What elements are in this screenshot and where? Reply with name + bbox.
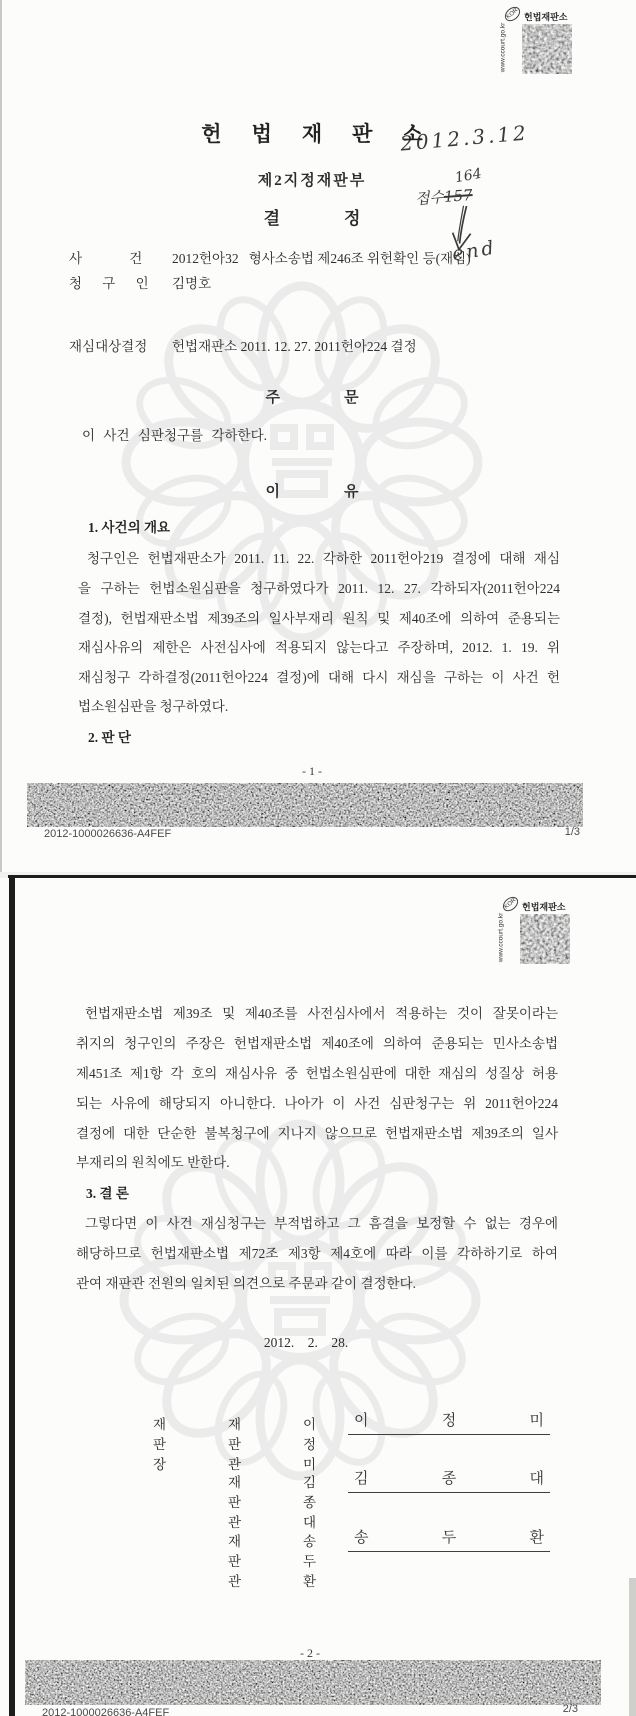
presiding-judge-role: 재판장 [153,1417,171,1472]
claimant-label: 청 구 인 [69,276,149,291]
struck-number: 157 [443,186,474,206]
section3-heading: 3. 결 론 [86,1186,129,1201]
document-id-footer: 2012-1000026636-A4FEF [42,1707,170,1716]
page-count-footer: 2/3 [562,1703,578,1715]
reason-heading: 이유 [265,484,423,500]
handwritten-new-number: 164 [453,165,483,187]
judge-title: 재판관 [228,1417,246,1472]
body-text-line: 부재리의 원칙에도 반한다. [76,1155,230,1170]
judge-name: 김종대 [303,1475,320,1530]
page-number: - 1 - [302,764,322,778]
panel-name: 제2지정재판부 [257,173,367,189]
receipt-label: 접수 [414,188,445,208]
body-text-line: 결정에 대한 단순한 불복청구에 지나지 않으므로 헌법재판소법 제39조의 일사 [76,1126,558,1141]
body-text-line: 해당하므로 헌법재판소법 제72조 제3항 제4호에 따라 이를 각하하기로 하여 [76,1246,558,1261]
judge-title: 재판관 [228,1475,246,1530]
court-emblem-watermark [102,262,502,662]
qr-noise-block [522,24,572,74]
judge-name: 이정미 [303,1417,320,1472]
page-count-footer: 1/3 [564,826,580,838]
court-registration-stamp [496,7,584,82]
qr-noise-block [520,914,570,964]
disposition-heading: 주문 [265,390,423,406]
handwritten-date: 2012.3.12 [399,120,530,156]
body-text-line: 재심청구 각하결정(2011헌아224 결정)에 대해 다시 재심을 구하는 이 사건 헌 [78,670,560,685]
decision-date: 2012. 2. 28. [263,1335,349,1350]
disposition-text: 이 사건 심판청구를 각하한다. [82,428,267,443]
kor-arc-mark: KOR [500,894,521,914]
judge-signature: 이 정 미 [348,1409,550,1435]
body-text-line: 재심사유의 제한은 사전심사에 적용되지 않는다고 주장하며, 2012. 1. 19. 위 [78,640,560,655]
body-text-line: 관여 재판관 전원의 일치된 의견으로 주문과 같이 결정한다. [76,1276,416,1291]
review-target-label: 재심대상결정 [69,339,148,354]
judge-name: 송두환 [303,1534,320,1589]
body-text-line: 되는 사유에 해당되지 아니한다. 나아가 이 사건 심판청구는 위 2011헌아224 [76,1096,558,1111]
review-target-value: 헌법재판소 2011. 12. 27. 2011헌아224 결정 [172,339,417,354]
scan-noise-strip [25,1660,601,1705]
kor-arc-mark: KOR [502,4,523,24]
document-type-heading: 결정 [263,209,425,228]
scan-edge-shadow [629,1578,636,1716]
document-page-2 [0,878,636,1716]
scan-noise-strip [27,783,583,827]
judge-signature: 송 두 환 [348,1526,550,1552]
court-registration-stamp [494,897,582,972]
judge-title: 재판관 [228,1534,246,1589]
body-text-line: 청구인은 헌법재판소가 2011. 11. 22. 각하한 2011헌아219 결정에 대해 재심 [87,551,560,566]
judge-signature: 김 종 대 [348,1467,550,1493]
stamp-court-name: 헌법재판소 [522,902,566,912]
body-text-line: 취지의 청구인의 주장은 헌법재판소법 제40조에 의하여 준용되는 민사소송법 [76,1036,558,1051]
section1-heading: 1. 사건의 개요 [88,520,171,535]
case-label: 사 건 [69,251,143,266]
body-text-line: 을 구하는 헌법소원심판을 청구하였다가 2011. 12. 27. 각하되자(2011헌아224 [78,581,560,596]
section2-heading: 2. 판 단 [88,730,131,745]
body-text-line: 제451조 제1항 각 호의 재심사유 중 헌법소원심판에 대한 재심의 성질상 허용 [76,1066,558,1081]
page-number: - 2 - [300,1646,320,1660]
stamp-court-name: 헌법재판소 [524,12,568,22]
scan-edge-bar [9,878,15,1716]
body-text-line: 결정), 헌법재판소법 제39조의 일사부재리 원칙 및 제40조에 의하여 준용되는 [78,611,560,626]
body-text-line: 법소원심판을 청구하였다. [78,699,229,714]
body-text-line: 헌법재판소법 제39조 및 제40조를 사전심사에서 적용하는 것이 잘못이라는 [85,1006,558,1021]
stamp-website-text: www.ccourt.go.kr [497,912,505,963]
court-title: 헌법재판소 [201,122,453,146]
stamp-website-text: www.ccourt.go.kr [499,22,507,73]
body-text-line: 그렇다면 이 사건 재심청구는 부적법하고 그 흠결을 보정할 수 없는 경우에 [85,1216,558,1231]
case-value: 2012헌아32 형사소송법 제246조 위헌확인 등(재심) [172,251,471,266]
handwritten-end-note: end [450,236,499,266]
claimant-value: 김명호 [172,276,212,291]
document-id-footer: 2012-1000026636-A4FEF [44,828,172,840]
